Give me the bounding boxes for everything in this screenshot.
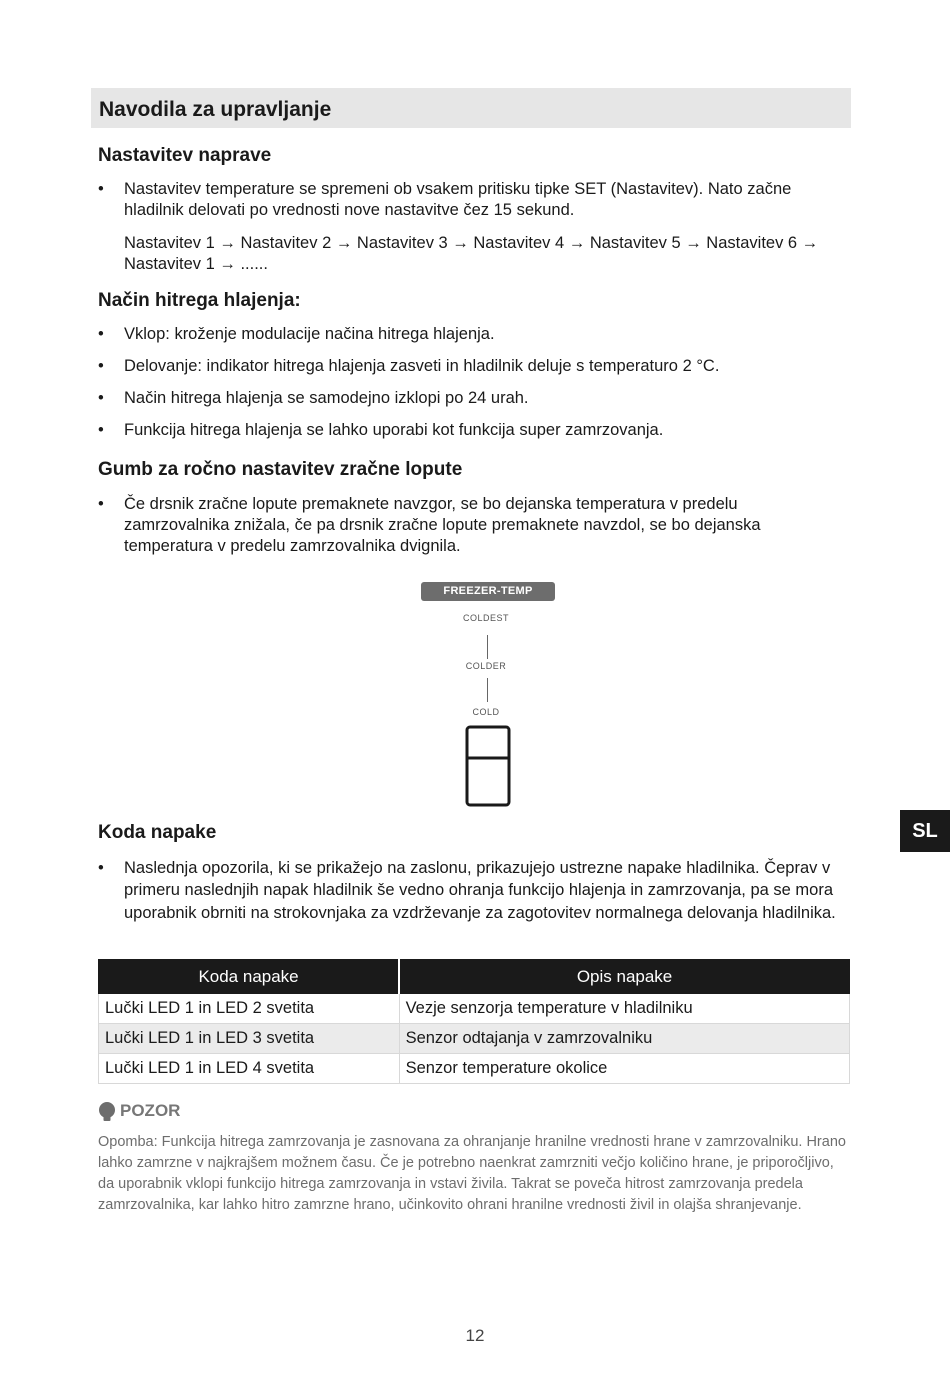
bullet-dot: • [98, 357, 104, 375]
bullet-text: Vklop: kroženje modulacije načina hitrega hlajenja. [124, 325, 495, 343]
page-header [91, 88, 851, 128]
bullet-dot: • [98, 421, 104, 439]
page-title: Navodila za upravljanje [99, 98, 332, 121]
bullet-dot: • [98, 325, 104, 343]
level-coldest: COLDEST [462, 613, 509, 623]
list-item [98, 179, 843, 221]
column-header: Opis napake [399, 960, 849, 994]
table-cell: Senzor temperature okolice [399, 1054, 849, 1084]
table-row [99, 1024, 850, 1054]
bullet-dot: • [98, 180, 104, 198]
freezer-temp-badge: FREEZER-TEMP [421, 582, 555, 601]
table-cell: Senzor odtajanja v zamrzovalniku [399, 1024, 849, 1054]
bullet-text: Naslednja opozorila, ki se prikažejo na zaslonu, prikazujejo ustrezne napake hladilnika. Čeprav v primeru naslednjih napak hladilnik še vedno ohranja funkcijo hlajenja in zamrzovanja, pa se mora uporabnik obrniti na strokovnjaka za vzdrževanje za zagotovitev normalnega delovanja hladilnika. [124, 859, 836, 922]
caution-label: POZOR [120, 1101, 181, 1120]
section-title-damper: Gumb za ročno nastavitev zračne lopute [98, 459, 463, 480]
caution-note: Opomba: Funkcija hitrega zamrzovanja je zasnovana za ohranjanje hranilne vrednosti hrane v zamrzovalniku. Hrano lahko zamrzne v najkrajšem možnem času. Če je potrebno naenkrat zamrzniti večjo količino hrane, je priporočljivo, da uporabnik vklopi funkcijo hitrega zamrzovanja in vstavi živila. Takrat se poveča hitrost zamrzovanja predela zamrzovalnika, kar lahko hitro zamrzne hrano, učinkovito ohrani hranilne vrednosti živil in olajša shranjevanje. [98, 1134, 846, 1213]
table-cell: Lučki LED 1 in LED 3 svetita [99, 1024, 400, 1054]
bullet-text: Nastavitev temperature se spremeni ob vsakem pritisku tipke SET (Nastavitev). Nato začne hladilnik delovati po vrednosti nove nastavitve čez 15 sekund. [124, 180, 792, 219]
section-title-error: Koda napake [98, 822, 217, 843]
section-title-fast-cool: Način hitrega hlajenja: [98, 290, 301, 311]
setting-sequence: Nastavitev 1 → Nastavitev 2 → Nastavitev 3 → Nastavitev 4 → Nastavitev 5 → Nastavitev 6 → Nastavitev 1 → ...... [124, 234, 819, 273]
list-item [98, 420, 843, 441]
bullet-dot: • [98, 495, 104, 513]
lightbulb-icon [98, 1102, 116, 1122]
bullet-text: Način hitrega hlajenja se samodejno izklopi po 24 urah. [124, 389, 529, 407]
table-cell: Lučki LED 1 in LED 4 svetita [99, 1054, 400, 1084]
slider-track-segment [487, 678, 488, 702]
fridge-icon [465, 725, 513, 809]
column-header: Koda napake [99, 960, 400, 994]
error-code-table [98, 959, 850, 1084]
list-item [98, 324, 843, 345]
list-item [98, 356, 843, 377]
slider-track-segment [487, 635, 488, 659]
bullet-dot: • [98, 859, 104, 877]
list-item [98, 857, 843, 924]
table-row [99, 994, 850, 1024]
language-tab: SL [900, 810, 950, 852]
table-cell: Lučki LED 1 in LED 2 svetita [99, 994, 400, 1024]
list-item [98, 388, 843, 409]
bullet-text: Če drsnik zračne lopute premaknete navzgor, se bo dejanska temperatura v predelu zamrzovalnika znižala, če pa drsnik zračne lopute premaknete navzdol, se bo dejanska temperatura v predelu zamrzovalnika dvignila. [124, 495, 761, 555]
table-header-row [99, 960, 850, 994]
bullet-dot: • [98, 389, 104, 407]
level-colder: COLDER [465, 661, 507, 671]
table-cell: Vezje senzorja temperature v hladilniku [399, 994, 849, 1024]
list-item [98, 494, 843, 557]
page-number: 12 [465, 1326, 485, 1345]
bullet-text: Delovanje: indikator hitrega hlajenja zasveti in hladilnik deluje s temperaturo 2 °C. [124, 357, 720, 375]
caution-heading [98, 1101, 180, 1121]
section-title-setting: Nastavitev naprave [98, 145, 272, 166]
bullet-text: Funkcija hitrega hlajenja se lahko uporabi kot funkcija super zamrzovanja. [124, 421, 664, 439]
level-cold: COLD [472, 707, 500, 717]
table-row [99, 1054, 850, 1084]
